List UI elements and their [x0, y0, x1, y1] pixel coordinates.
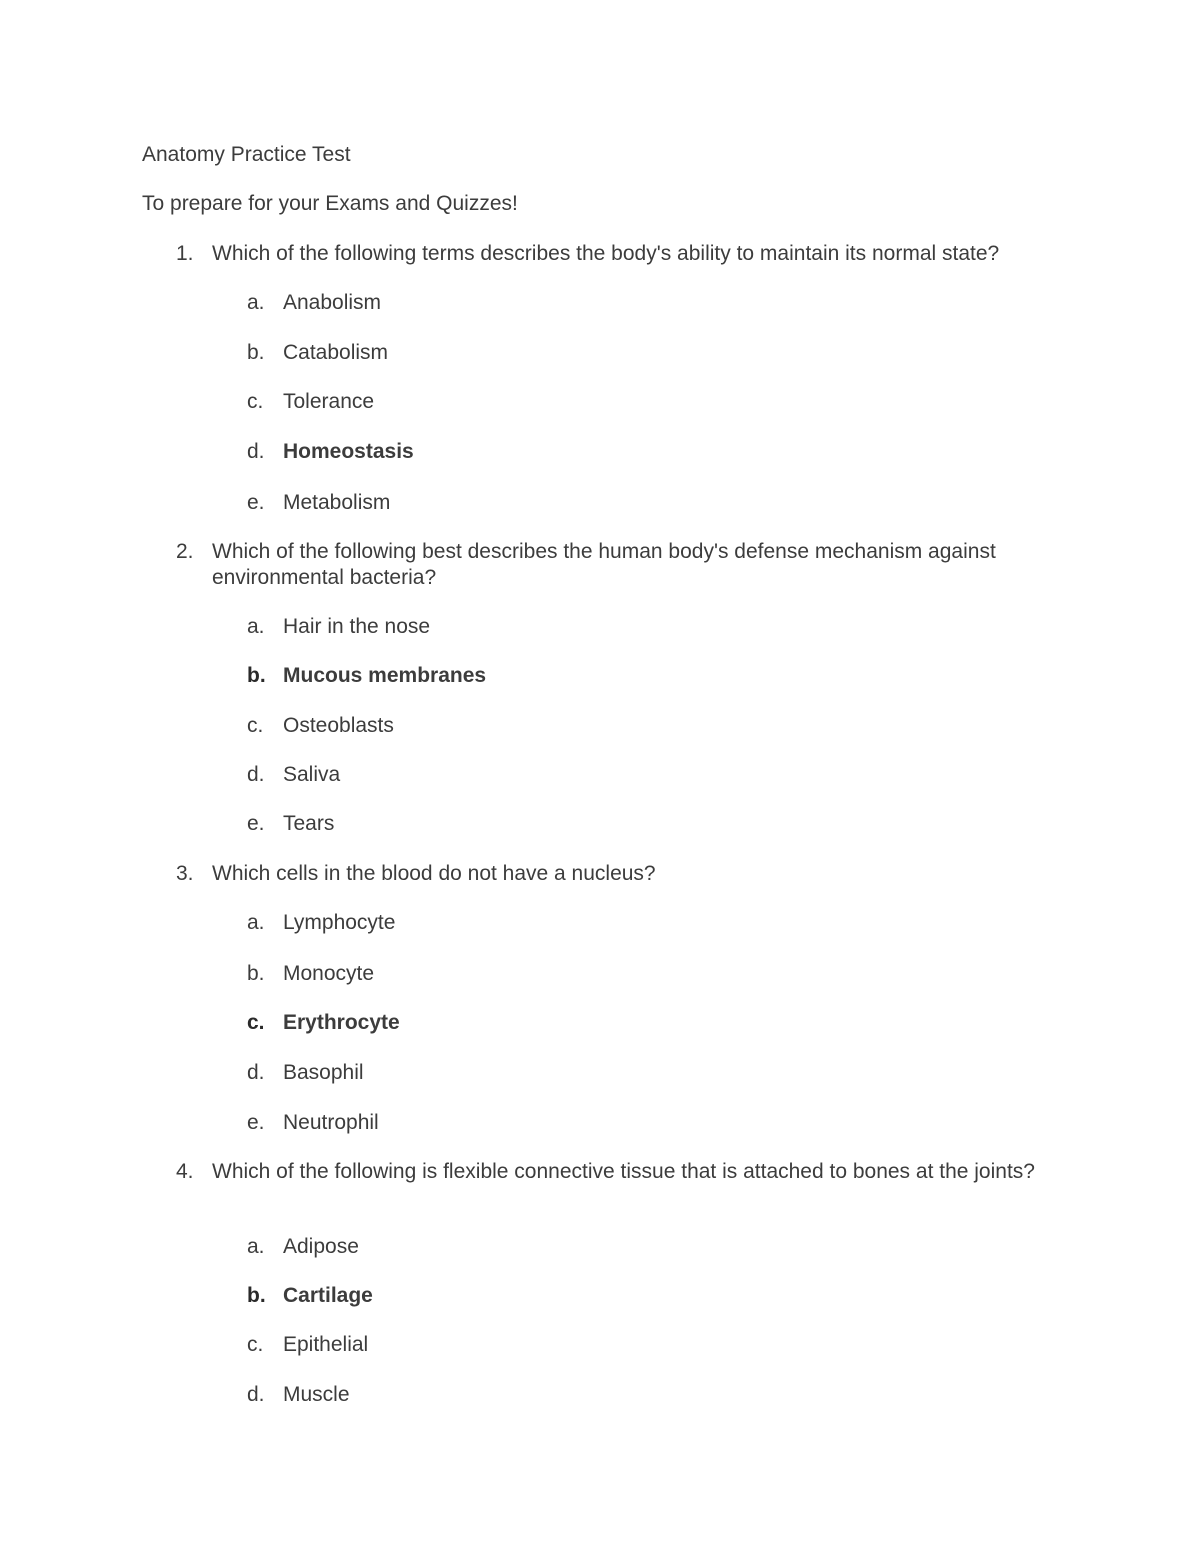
option-text: Tears [283, 812, 335, 835]
option-letter: e. [247, 812, 265, 835]
option-text: Osteoblasts [283, 714, 394, 737]
option-letter: a. [247, 615, 265, 638]
correct-answer-text: Cartilage [283, 1284, 373, 1307]
option-text: Catabolism [283, 341, 389, 364]
option-letter: c. [247, 390, 264, 413]
option-letter: d. [247, 1061, 265, 1084]
option-letter: a. [247, 291, 265, 314]
question-number: 2. [176, 540, 194, 563]
correct-answer-letter: c. [247, 1011, 265, 1034]
document-title: Anatomy Practice Test [142, 143, 351, 166]
document-subtitle: To prepare for your Exams and Quizzes! [142, 192, 518, 215]
option-letter: c. [247, 714, 264, 737]
option-letter: c. [247, 1333, 264, 1356]
option-text: Basophil [283, 1061, 364, 1084]
question-number: 4. [176, 1160, 194, 1183]
option-letter: d. [247, 440, 265, 463]
option-text: Epithelial [283, 1333, 369, 1356]
option-letter: a. [247, 1235, 265, 1258]
correct-answer-text: Mucous membranes [283, 664, 487, 687]
option-letter: e. [247, 1111, 265, 1134]
option-letter: b. [247, 341, 265, 364]
option-text: Lymphocyte [283, 911, 396, 934]
option-text: Hair in the nose [283, 615, 431, 638]
option-letter: b. [247, 962, 265, 985]
correct-answer-text: Homeostasis [283, 440, 414, 463]
option-text: Tolerance [283, 390, 375, 413]
option-text: Metabolism [283, 491, 391, 514]
question-text: Which of the following terms describes the body's ability to maintain its normal state? [212, 242, 1000, 265]
option-text: Neutrophil [283, 1111, 379, 1134]
question-number: 1. [176, 242, 194, 265]
question-number: 3. [176, 862, 194, 885]
question-text: Which of the following is flexible connective tissue that is attached to bones at the joints? [212, 1160, 1035, 1183]
option-text: Adipose [283, 1235, 359, 1258]
option-text: Muscle [283, 1383, 350, 1406]
option-text: Monocyte [283, 962, 375, 985]
question-text: Which of the following best describes the human body's defense mechanism against environmental bacteria? [212, 540, 996, 589]
option-letter: a. [247, 911, 265, 934]
option-letter: e. [247, 491, 265, 514]
option-letter: d. [247, 763, 265, 786]
option-letter: d. [247, 1383, 265, 1406]
question-text: Which cells in the blood do not have a nucleus? [212, 862, 656, 885]
option-text: Saliva [283, 763, 341, 786]
correct-answer-letter: b. [247, 1284, 266, 1307]
correct-answer-letter: b. [247, 664, 266, 687]
option-text: Anabolism [283, 291, 382, 314]
correct-answer-text: Erythrocyte [283, 1011, 400, 1034]
